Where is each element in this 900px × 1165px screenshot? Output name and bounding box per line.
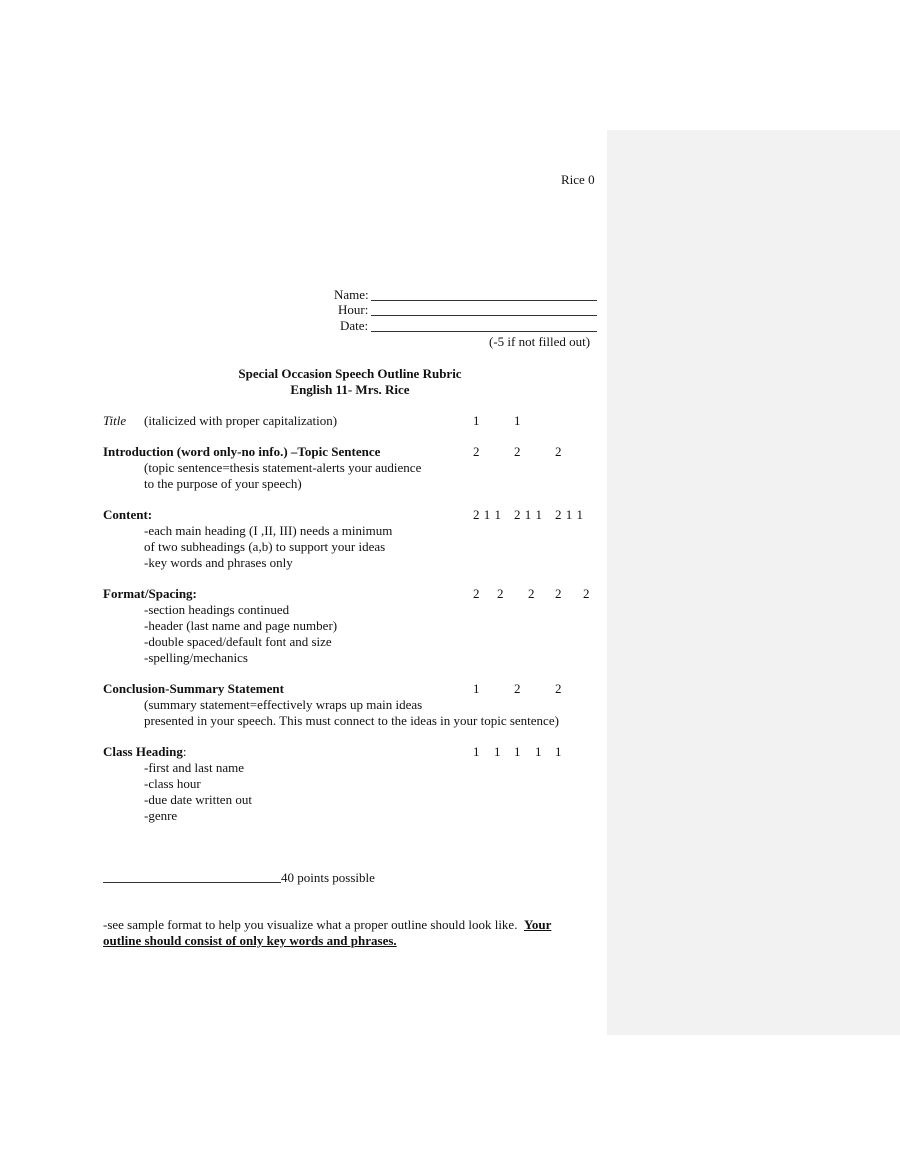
introduction-score-3: 2 bbox=[555, 444, 562, 459]
title-item-desc: (italicized with proper capitalization) bbox=[144, 413, 338, 428]
format-score-5: 2 bbox=[583, 586, 590, 601]
format-score-1: 2 bbox=[473, 586, 480, 601]
total-score-line[interactable] bbox=[103, 882, 281, 883]
format-line-4: -spelling/mechanics bbox=[144, 650, 248, 665]
conclusion-heading: Conclusion-Summary Statement bbox=[103, 681, 284, 696]
format-score-3: 2 bbox=[528, 586, 535, 601]
rubric-subtitle: English 11- Mrs. Rice bbox=[290, 382, 410, 397]
format-score-2: 2 bbox=[497, 586, 504, 601]
format-line-2: -header (last name and page number) bbox=[144, 618, 338, 633]
class-heading-score-4: 1 bbox=[535, 744, 542, 759]
content-score-1: 2 1 1 bbox=[473, 507, 501, 522]
date-label: Date: bbox=[340, 318, 369, 333]
content-line-3: -key words and phrases only bbox=[144, 555, 293, 570]
introduction-score-1: 2 bbox=[473, 444, 480, 459]
content-line-2: of two subheadings (a,b) to support your ideas bbox=[144, 539, 386, 554]
conclusion-score-1: 1 bbox=[473, 681, 480, 696]
total-points-label: 40 points possible bbox=[281, 870, 375, 885]
footer-bold-1: Your bbox=[523, 917, 552, 932]
hour-field-line[interactable] bbox=[371, 315, 597, 316]
class-heading-colon: : bbox=[182, 744, 187, 759]
introduction-line-1: (topic sentence=thesis statement-alerts your audience bbox=[144, 460, 422, 475]
page-header: Rice 0 bbox=[561, 172, 595, 187]
class-heading-score-5: 1 bbox=[555, 744, 562, 759]
introduction-line-2: to the purpose of your speech) bbox=[144, 476, 302, 491]
class-heading-score-1: 1 bbox=[473, 744, 480, 759]
content-line-1: -each main heading (I ,II, III) needs a minimum bbox=[144, 523, 393, 538]
footer-text: -see sample format to help you visualize what a proper outline should look like. bbox=[103, 917, 518, 932]
format-heading: Format/Spacing: bbox=[103, 586, 197, 601]
name-field-line[interactable] bbox=[371, 300, 597, 301]
format-line-3: -double spaced/default font and size bbox=[144, 634, 332, 649]
class-heading-line-4: -genre bbox=[144, 808, 178, 823]
name-label: Name: bbox=[334, 287, 369, 302]
conclusion-line-1: (summary statement=effectively wraps up main ideas bbox=[144, 697, 423, 712]
introduction-score-2: 2 bbox=[514, 444, 521, 459]
class-heading-line-2: -class hour bbox=[144, 776, 201, 791]
hour-label: Hour: bbox=[338, 302, 369, 317]
introduction-heading: Introduction (word only-no info.) –Topic Sentence bbox=[103, 444, 381, 459]
rubric-title: Special Occasion Speech Outline Rubric bbox=[238, 366, 462, 381]
class-heading-score-3: 1 bbox=[514, 744, 521, 759]
format-score-4: 2 bbox=[555, 586, 562, 601]
content-score-3: 2 1 1 bbox=[555, 507, 583, 522]
format-line-1: -section headings continued bbox=[144, 602, 290, 617]
class-heading-score-2: 1 bbox=[494, 744, 501, 759]
content-score-2: 2 1 1 bbox=[514, 507, 542, 522]
class-heading-label: Class Heading bbox=[103, 744, 183, 759]
penalty-note: (-5 if not filled out) bbox=[489, 334, 591, 349]
class-heading-line-1: -first and last name bbox=[144, 760, 244, 775]
class-heading-line-3: -due date written out bbox=[144, 792, 252, 807]
conclusion-score-2: 2 bbox=[514, 681, 521, 696]
date-field-line[interactable] bbox=[371, 331, 597, 332]
conclusion-score-3: 2 bbox=[555, 681, 562, 696]
title-score-2: 1 bbox=[514, 413, 521, 428]
footer-bold-2: outline should consist of only key words and phrases. bbox=[103, 933, 397, 948]
title-item-label: Title bbox=[103, 413, 127, 428]
class-heading-title bbox=[103, 744, 186, 760]
title-score-1: 1 bbox=[473, 413, 480, 428]
conclusion-line-2: presented in your speech. This must connect to the ideas in your topic sentence) bbox=[144, 713, 559, 728]
comment-pane bbox=[607, 130, 900, 1035]
content-heading: Content: bbox=[103, 507, 153, 522]
footer-line-1 bbox=[103, 917, 551, 933]
